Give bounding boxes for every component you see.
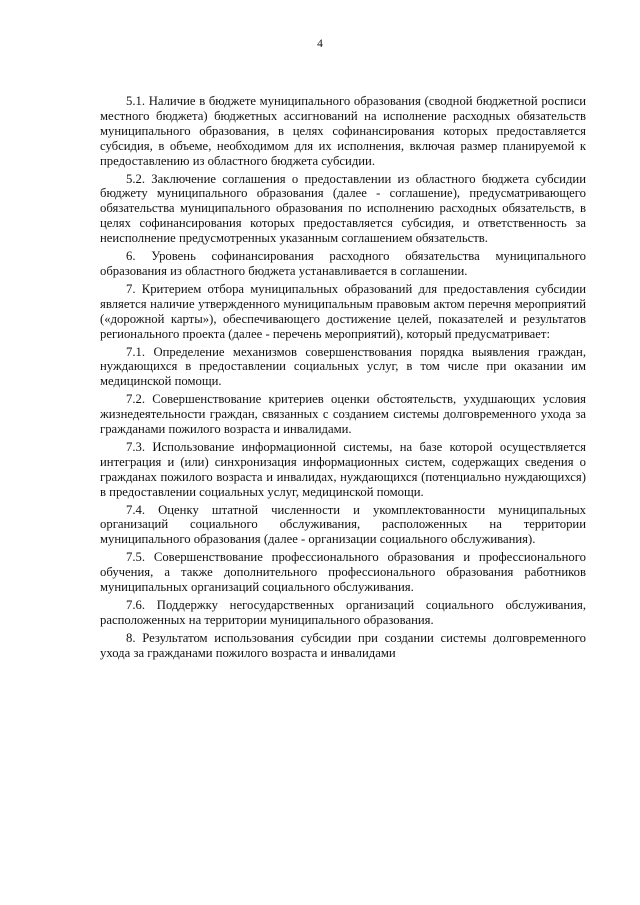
paragraph-7-3: 7.3. Использование информационной системы, на базе которой осуществляется интеграция и (или) синхронизация информационных систем, содержащих сведения о гражданах пожилого возраста и инвалидах, нуждающихся (потенциально нуждающихся) в предоставлении социальных услуг, медицинской помощи.	[100, 439, 586, 499]
paragraph-7: 7. Критерием отбора муниципальных образований для предоставления субсидии является наличие утвержденного муниципальным правовым актом перечня мероприятий («дорожной карты»), обеспечивающего достижение целей, показателей и результатов регионального проекта (далее - перечень мероприятий), который предусматривает:	[100, 281, 586, 341]
page-number: 4	[317, 38, 323, 50]
paragraph-7-5: 7.5. Совершенствование профессионального образования и профессионального обучения, а также дополнительного профессионального образования работников муниципальных организаций социального обслуживания.	[100, 550, 586, 595]
paragraph-5-2: 5.2. Заключение соглашения о предоставлении из областного бюджета субсидии бюджету муниципального образования (далее - соглашение), предусматривающего обязательства муниципального образования по исполнению расходных обязательств, в целях софинансирования которых предоставляется субсидия, и ответственность за неисполнение предусмотренных указанным соглашением обязательств.	[100, 171, 586, 246]
paragraph-7-2: 7.2. Совершенствование критериев оценки обстоятельств, ухудшающих условия жизнедеятельности граждан, связанных с созданием системы долговременного ухода за гражданами пожилого возраста и инвалидами.	[100, 392, 586, 437]
paragraph-7-4: 7.4. Оценку штатной численности и укомплектованности муниципальных организаций социального обслуживания, расположенных на территории муниципального образования (далее - организации социального обслуживания).	[100, 502, 586, 547]
paragraph-6: 6. Уровень софинансирования расходного обязательства муниципального образования из областного бюджета устанавливается в соглашении.	[100, 249, 586, 278]
paragraph-8: 8. Результатом использования субсидии при создании системы долговременного ухода за гражданами пожилого возраста и инвалидами	[100, 630, 586, 660]
document-body	[100, 94, 586, 664]
paragraph-7-1: 7.1. Определение механизмов совершенствования порядка выявления граждан, нуждающихся в предоставлении социальных услуг, в том числе при оказании им медицинской помощи.	[100, 344, 586, 389]
paragraph-5-1: 5.1. Наличие в бюджете муниципального образования (сводной бюджетной росписи местного бюджета) бюджетных ассигнований на исполнение расходных обязательств муниципального образования, в целях софинансирования которых предоставляется субсидия, в объеме, необходимом для их исполнения, включая размер планируемой к предоставлению из областного бюджета субсидии.	[100, 94, 586, 168]
paragraph-7-6: 7.6. Поддержку негосударственных организаций социального обслуживания, расположенных на территории муниципального образования.	[100, 598, 586, 627]
